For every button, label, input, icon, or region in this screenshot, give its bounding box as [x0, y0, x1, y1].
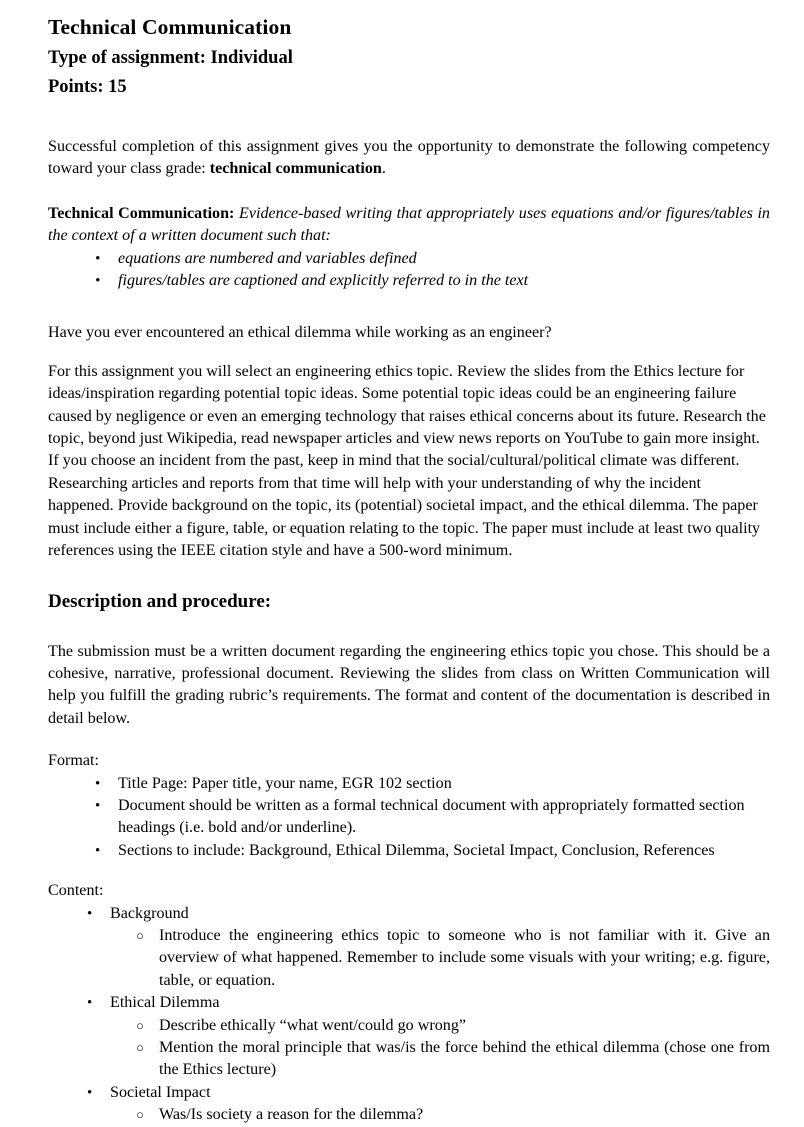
hollow-bullet-icon: ○ [136, 927, 144, 943]
description-paragraph: The submission must be a written document regarding the engineering ethics topic you chose. This should be a cohesive, narrative, professional document. Reviewing the slides from class on Written Communication will help you fulfill the grading rubric’s requirements. The format and content of the documentation is described in detail below. [48, 642, 770, 727]
spacer [48, 345, 770, 361]
spacer [48, 862, 770, 880]
competency-bullet-list [48, 248, 770, 293]
content-list [48, 992, 770, 1014]
list-item-label: Document should be written as a formal technical document with appropriately formatted section headings (i.e. bold and/or underline). [118, 796, 745, 837]
ethical-dilemma-sublist [48, 1015, 770, 1082]
intro-paragraph [48, 136, 770, 181]
competency-term: Technical Communication: [48, 204, 235, 222]
list-item-label: Societal Impact [110, 1083, 211, 1101]
hollow-bullet-icon: ○ [136, 1107, 144, 1123]
description-section-heading: Description and procedure: [48, 590, 272, 612]
societal-impact-sublist [48, 1104, 770, 1126]
content-list [48, 903, 770, 925]
bullet-icon: • [87, 905, 93, 922]
content-list [48, 1082, 770, 1104]
list-item [48, 840, 770, 862]
list-item [48, 795, 770, 840]
assignment-type-heading: Type of assignment: Individual [48, 48, 293, 68]
format-list [48, 773, 770, 863]
list-item [48, 270, 770, 292]
list-item [48, 992, 770, 1014]
list-item [48, 1015, 770, 1037]
list-item-label: figures/tables are captioned and explicitly referred to in the text [118, 272, 529, 290]
content-label: Content: [48, 882, 104, 900]
intro-text-tail: . [381, 160, 386, 178]
list-item-label: Title Page: Paper title, your name, EGR 102 section [118, 774, 452, 792]
assignment-paragraph: For this assignment you will select an engineering ethics topic. Review the slides from the Ethics lecture for ideas/inspiration regarding potential topic ideas. Some potential topic ideas could be an engineering failure caused by negligence or even an emerging technology that raises ethical concerns about its future. Research the topic, beyond just Wikipedia, read newspaper articles and view news reports on YouTube to gain more insight. If you choose an incident from the past, keep in mind that the social/cultural/political climate was different. Researching articles and reports from that time will help with your understanding of why the incident happened. Provide background on the topic, its (potential) societal impact, and the ethical dilemma. The paper must include either a figure, table, or equation relating to the topic. The paper must include at least two quality references using the IEEE citation style and have a 500-word minimum. [48, 362, 766, 560]
list-item [48, 1104, 770, 1126]
bullet-icon: • [87, 1084, 93, 1101]
hollow-bullet-icon: ○ [136, 1040, 144, 1055]
document-body [48, 12, 770, 1127]
list-item-label: Ethical Dilemma [110, 994, 220, 1012]
hollow-bullet-icon: ○ [136, 1017, 144, 1033]
spacer [48, 181, 770, 203]
page-title: Technical Communication [48, 15, 292, 39]
bullet-icon: • [95, 250, 101, 267]
bullet-icon: • [95, 842, 101, 859]
spacer [48, 730, 770, 750]
list-item [48, 1082, 770, 1104]
format-label: Format: [48, 752, 99, 770]
spacer [48, 292, 770, 322]
list-item [48, 1037, 770, 1082]
list-item-label: Describe ethically “what went/could go wrong” [159, 1016, 467, 1034]
list-item [48, 903, 770, 925]
bullet-icon: • [95, 797, 101, 814]
list-item-label: Mention the moral principle that was/is the force behind the ethical dilemma (chose one from the Ethics lecture) [159, 1039, 770, 1079]
bullet-icon: • [95, 775, 101, 792]
list-item-label: Introduce the engineering ethics topic to someone who is not familiar with it. Give an overview of what happened. Remember to include some visuals with your writing; e.g. figure, table, or equation. [159, 926, 770, 989]
hook-question: Have you ever encountered an ethical dilemma while working as an engineer? [48, 324, 552, 342]
competency-definition [48, 203, 770, 248]
list-item [48, 248, 770, 270]
background-sublist [48, 925, 770, 992]
spacer [48, 615, 770, 641]
intro-text-lead: Successful completion of this assignment gives you the opportunity to demonstrate the following competency toward your class grade: [48, 138, 770, 178]
list-item-label: Background [110, 904, 189, 922]
points-heading: Points: 15 [48, 77, 127, 97]
spacer [48, 102, 770, 136]
list-item-label: Sections to include: Background, Ethical Dilemma, Societal Impact, Conclusion, References [118, 841, 715, 859]
intro-bold-term: technical communication [209, 160, 382, 178]
list-item-label: equations are numbered and variables defined [118, 249, 417, 267]
competency-definition-text: Evidence-based writing that appropriately uses equations and/or figures/tables in the context of a written document such that: [48, 204, 770, 245]
list-item [48, 925, 770, 992]
list-item [48, 773, 770, 795]
bullet-icon: • [87, 995, 93, 1012]
spacer [48, 563, 770, 589]
list-item-label: Was/Is society a reason for the dilemma? [159, 1106, 424, 1124]
bullet-icon: • [95, 273, 101, 290]
